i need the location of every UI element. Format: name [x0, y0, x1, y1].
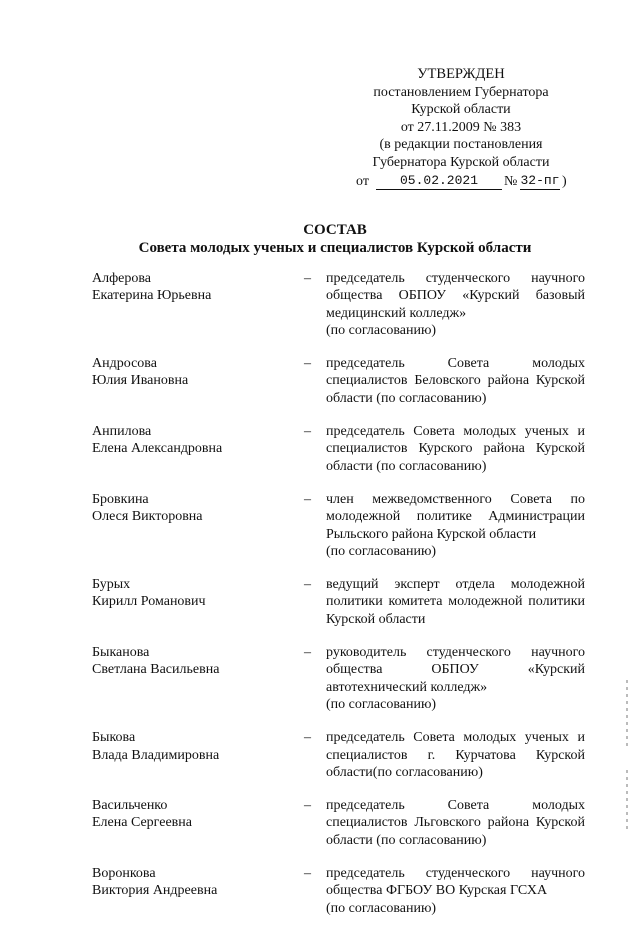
list-item: [92, 644, 585, 713]
list-item: [92, 576, 585, 628]
member-role-text: член межведомственного Совета по молодежной политике Администрации Рыльского района Курской области: [326, 491, 585, 542]
list-item: [92, 729, 585, 781]
from-label: от: [356, 173, 369, 189]
member-given-names: Кирилл Романович: [92, 594, 206, 610]
member-given-names: Елена Александровна: [92, 441, 223, 457]
member-role-note: (по согласованию): [326, 696, 437, 712]
closing-parenthesis: ): [562, 173, 567, 189]
approval-line: от 27.11.2009 № 383: [400, 119, 522, 135]
approval-stamp: [330, 66, 592, 191]
member-role-text: председатель Совета молодых специалистов Льговского района Курской области (по согласованию): [326, 798, 585, 848]
approval-title: УТВЕРЖДЕН: [417, 66, 505, 82]
number-label: №: [504, 173, 518, 189]
member-role-text: председатель Совета молодых ученых и специалистов г. Курчатова Курской области(по согласованию): [326, 730, 585, 780]
dash: –: [304, 271, 311, 286]
member-role: [326, 423, 585, 475]
member-name: [92, 423, 304, 475]
member-role-text: председатель студенческого научного общества ОБПОУ «Курский базовый медицинский колледж»: [326, 271, 585, 321]
member-given-names: Екатерина Юрьевна: [92, 288, 212, 304]
heading-title: СОСТАВ: [303, 222, 367, 238]
member-surname: Бурых: [92, 577, 131, 593]
member-role-note: (по согласованию): [326, 543, 437, 559]
approval-line: Курской области: [411, 102, 511, 118]
member-name: [92, 576, 304, 628]
amendment-date: 05.02.2021: [376, 173, 502, 190]
member-role-note: (по согласованию): [326, 322, 437, 338]
list-item: [92, 797, 585, 849]
dash: –: [304, 577, 311, 593]
approval-line: постановлением Губернатора: [373, 84, 549, 100]
member-name: [92, 355, 304, 407]
member-given-names: Елена Сергеевна: [92, 815, 192, 831]
member-role: [326, 576, 585, 628]
scan-margin-mark: [626, 680, 628, 750]
list-item: [92, 423, 585, 475]
member-surname: Андросова: [92, 356, 157, 372]
amendment-number: 32-пг: [520, 172, 560, 188]
member-surname: Воронкова: [92, 866, 156, 882]
member-surname: Быканова: [92, 645, 150, 661]
list-item: [92, 491, 585, 560]
member-role-note: (по согласованию): [326, 900, 437, 916]
member-surname: Алферова: [92, 271, 152, 286]
approval-line: Губернатора Курской области: [372, 154, 550, 170]
member-surname: Быкова: [92, 730, 136, 746]
heading-subtitle: Совета молодых ученых и специалистов Курской области: [138, 240, 532, 256]
member-name: [92, 729, 304, 781]
member-name: [92, 797, 304, 849]
member-role: [326, 644, 585, 713]
dash: –: [304, 356, 311, 372]
member-given-names: Юлия Ивановна: [92, 373, 189, 389]
scan-margin-mark: [626, 770, 628, 830]
member-surname: Васильченко: [92, 798, 168, 814]
member-role-text: председатель студенческого научного общества ФГБОУ ВО Курская ГСХА: [326, 866, 585, 899]
member-name: [92, 644, 304, 713]
member-name: [92, 491, 304, 560]
dash: –: [304, 798, 311, 814]
member-given-names: Олеся Викторовна: [92, 509, 203, 525]
amendment-date-line: [330, 173, 592, 191]
member-given-names: Светлана Васильевна: [92, 662, 220, 678]
member-role: [326, 355, 585, 407]
dash: –: [304, 424, 311, 440]
member-role: [326, 491, 585, 560]
member-role-text: председатель Совета молодых ученых и специалистов Курского района Курской области (по согласованию): [326, 424, 585, 474]
list-item: [92, 865, 585, 917]
dash: –: [304, 491, 311, 507]
member-role: [326, 865, 585, 917]
member-given-names: Виктория Андреевна: [92, 883, 218, 899]
member-role-text: ведущий эксперт отдела молодежной политики комитета молодежной политики Курской области: [326, 577, 585, 627]
member-name: [92, 270, 304, 339]
member-role-text: председатель Совета молодых специалистов Беловского района Курской области (по согласованию): [326, 356, 585, 406]
member-role-text: руководитель студенческого научного общества ОБПОУ «Курский автотехнический колледж»: [326, 645, 585, 695]
member-given-names: Влада Владимировна: [92, 747, 220, 763]
member-name: [92, 865, 304, 917]
members-list: [92, 270, 585, 933]
member-role: [326, 270, 585, 339]
list-item: [92, 270, 585, 339]
member-surname: Бровкина: [92, 491, 149, 507]
dash: –: [304, 866, 311, 882]
document-heading: [100, 221, 570, 257]
member-role: [326, 729, 585, 781]
member-role: [326, 797, 585, 849]
approval-line: (в редакции постановления: [379, 137, 543, 153]
list-item: [92, 355, 585, 407]
member-surname: Анпилова: [92, 424, 152, 440]
dash: –: [304, 645, 311, 661]
dash: –: [304, 730, 311, 746]
